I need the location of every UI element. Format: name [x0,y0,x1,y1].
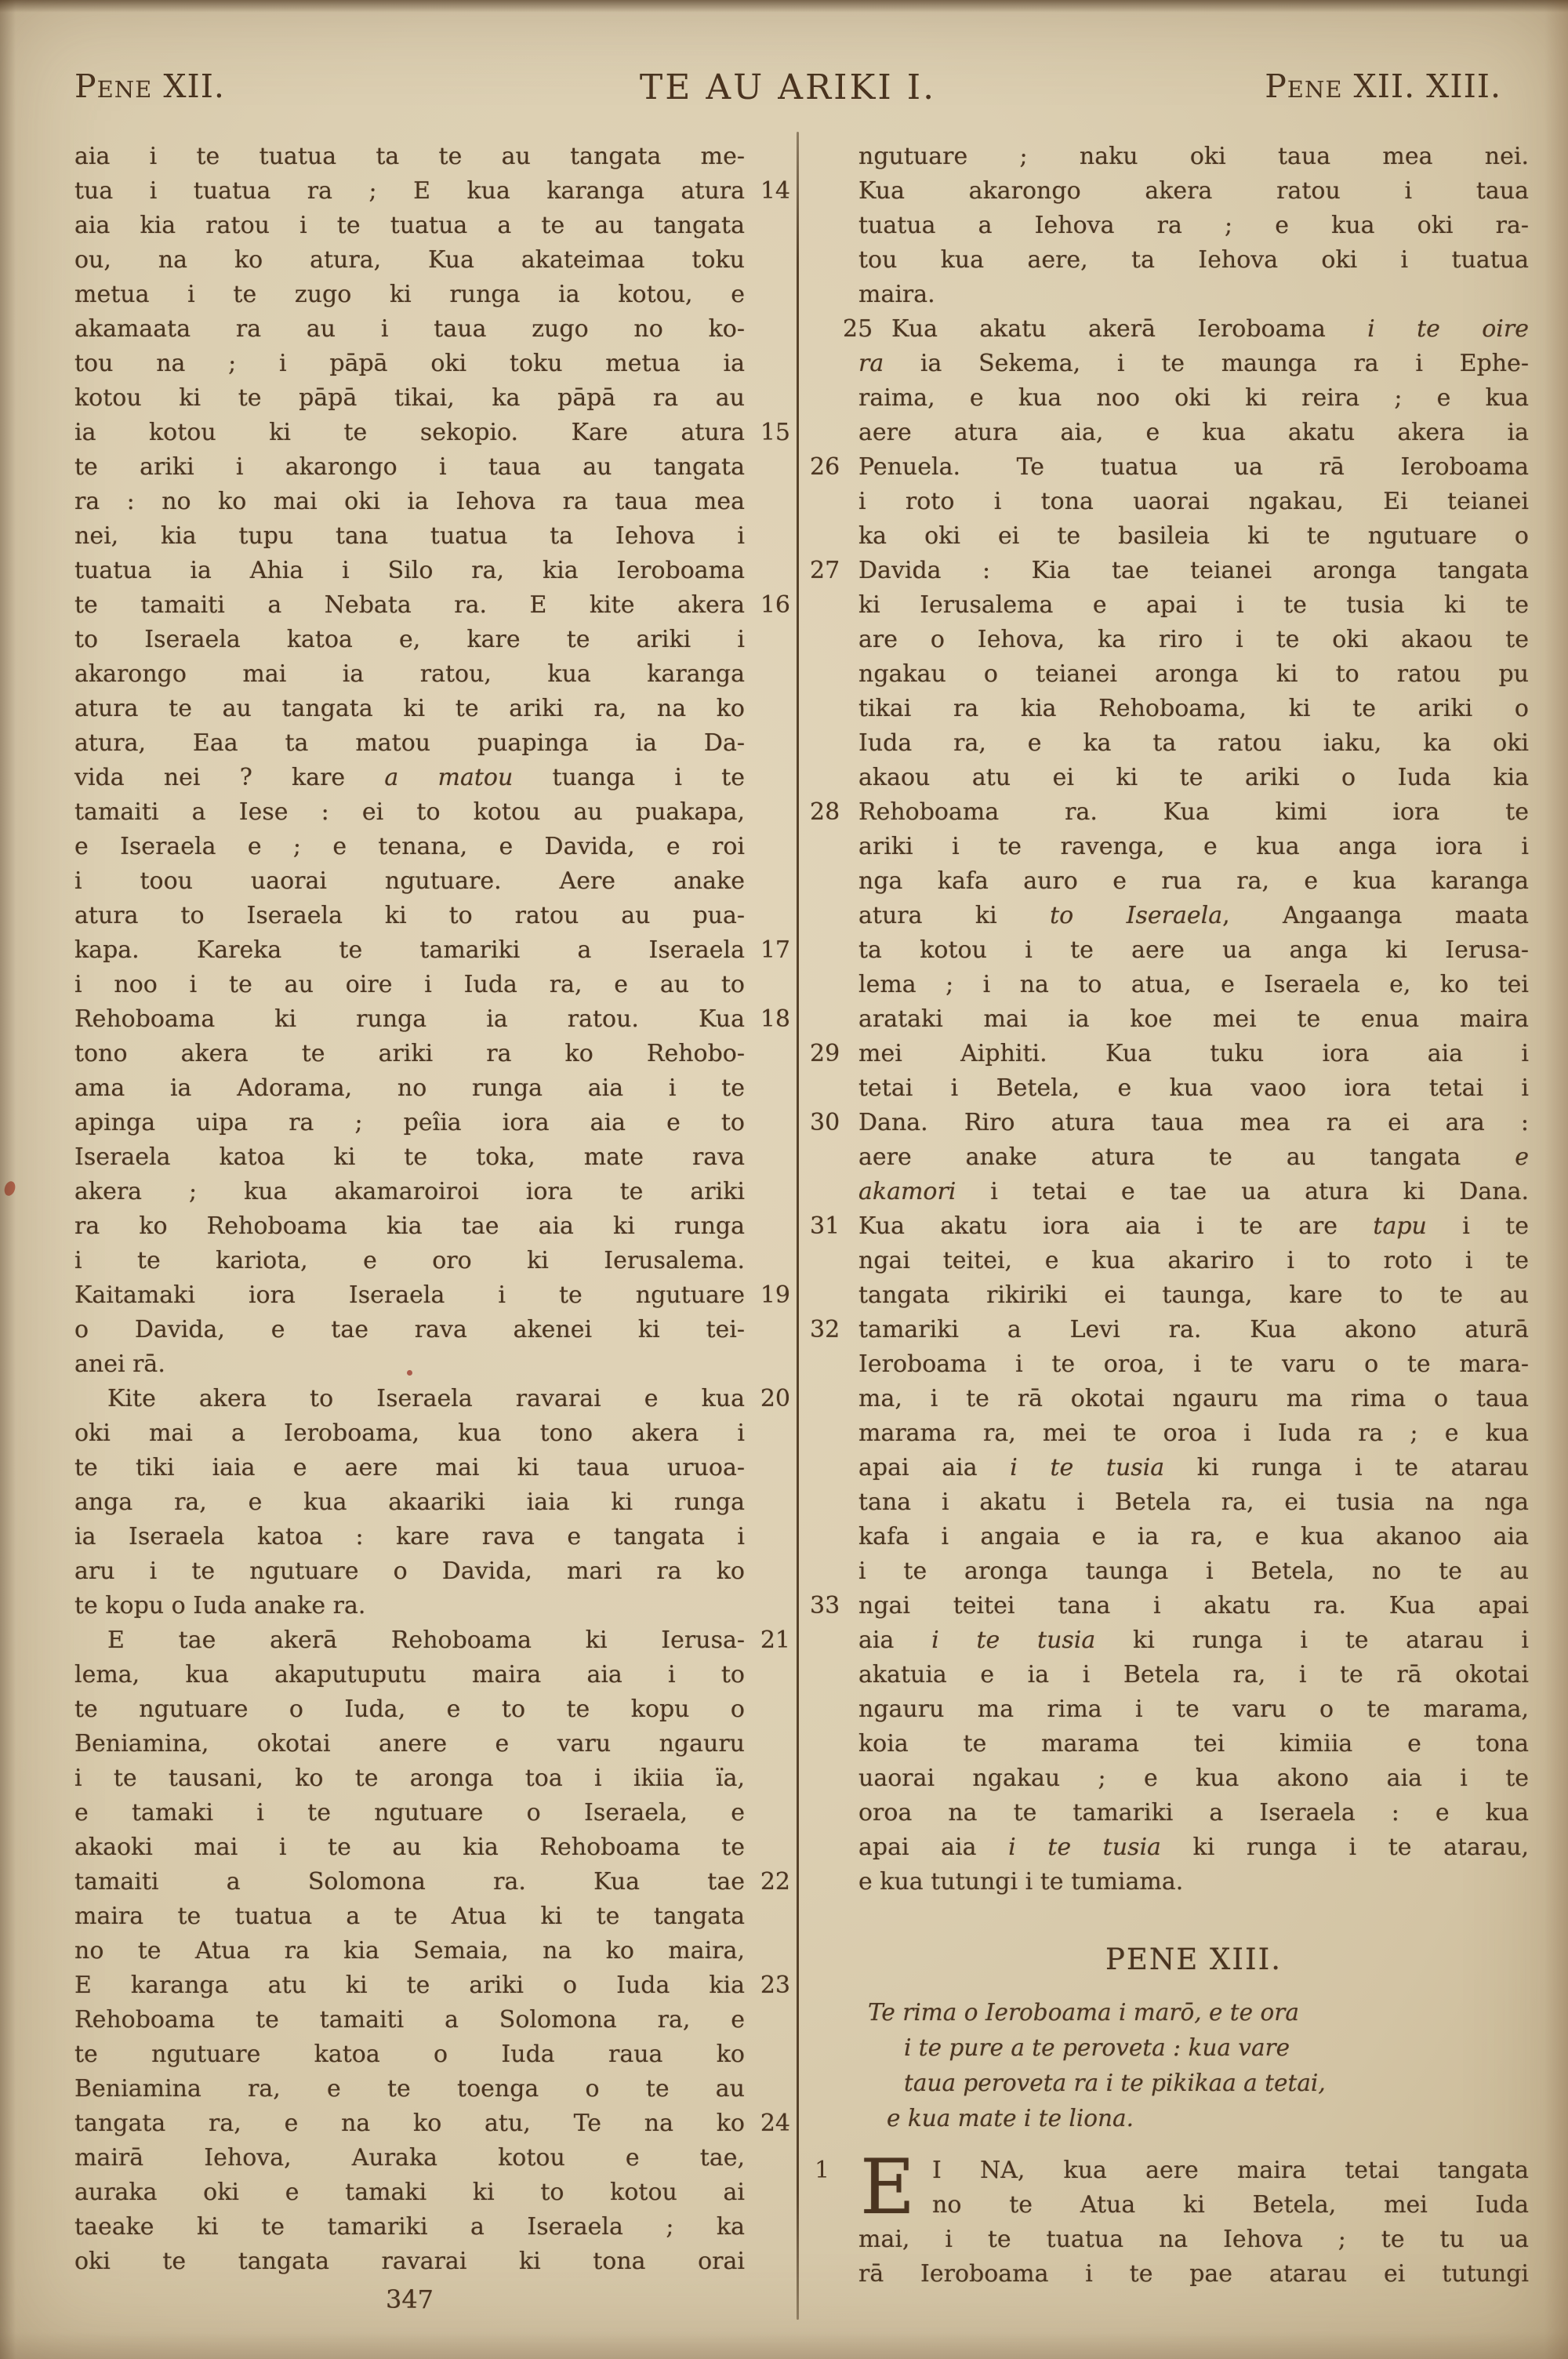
line-text: e Iseraela e ; e tenana, e Davida, e roi [74,833,745,860]
verse-number: 22 [760,1868,790,1896]
text-line [858,1140,1529,1175]
verse-number: 1 [815,2157,830,2184]
text-line [810,1037,1529,1071]
text-line [858,1830,1529,1865]
text-line [858,209,1529,243]
line-text: Rehoboama te tamaiti a Solomona ra, e [74,2006,745,2034]
line-text: no te Atua ki Betela, mei Iuda [932,2191,1529,2219]
line-text: tuatua ia Ahia i Silo ra, kia Ieroboama [74,557,745,584]
line-text: ta kotou i te aere ua anga ki Ierusa- [858,936,1529,964]
line-text: metua i te zugo ki runga ia kotou, e [74,281,745,308]
line-text: i te kariota, e oro ki Ierusalema. [74,1247,745,1274]
line-text: i te aronga taunga i Betela, no te au [858,1558,1529,1585]
text-line [858,140,1529,174]
line-text: te tiki iaia e aere mai ki taua uruoa- [74,1454,745,1481]
verse-number: 25 [843,315,873,343]
text-line [858,726,1529,761]
text-line [858,933,1529,968]
line-text: koia te marama tei kimiia e tona [858,1730,1529,1757]
verse-number: 18 [760,1005,790,1033]
text-line [74,1865,790,1899]
line-text: aru i te ngutuare o Davida, mari ra ko [74,1558,745,1585]
text-line [858,1347,1529,1382]
line-text: akamaata ra au i taua zugo no ko- [74,315,745,343]
left-text-column [74,140,790,2318]
text-line [858,278,1529,312]
chapter-summary-line: taua peroveta ra i te pikikaa a tetai, [904,2070,1326,2096]
line-text: ngauru ma rima i te varu o te marama, [858,1696,1529,1723]
text-line [74,657,745,692]
text-line [74,1899,745,1934]
line-text: mairā Iehova, Auraka kotou e tae, [74,2144,745,2172]
verse-number: 32 [810,1316,840,1343]
line-text: anga ra, e kua akaariki iaia ki runga [74,1488,745,1516]
page-edge-shadow-bottom [0,2332,1568,2359]
text-line [858,1278,1529,1313]
line-text: apai aia i te tusia ki runga i te atarau, [858,1834,1530,1861]
line-text: Kua akatu iora aia i te are tapu i te [858,1212,1529,1240]
text-line [74,1796,745,1830]
line-text: ngutuare ; naku oki taua mea nei. [858,143,1529,170]
line-text: tuatua a Iehova ra ; e kua oki ra- [858,212,1529,239]
text-line [74,1244,745,1278]
text-line [858,899,1529,933]
text-line [858,657,1529,692]
line-text: mei Aiphiti. Kua tuku iora aia i [858,1040,1529,1067]
line-text: tou kua aere, ta Iehova oki i tuatua [858,246,1529,274]
text-line [810,1209,1529,1244]
text-line [74,1658,745,1692]
verse-number: 23 [760,1972,790,1999]
line-text: Rehoboama ki runga ia ratou. Kua [74,1005,745,1033]
text-line [74,450,745,485]
verse-number: 15 [760,419,790,446]
text-line [74,2003,745,2037]
line-text: Kua akatu akerā Ieroboama i te oire [891,315,1529,343]
line-text: ou, na ko atura, Kua akateimaa toku [74,246,745,274]
text-line [810,1106,1529,1140]
verse-number: 29 [810,1040,840,1067]
text-line [74,2072,745,2106]
text-line [74,795,745,830]
text-line [74,2210,745,2245]
line-text: e tamaki i te ngutuare o Iseraela, e [74,1799,745,1826]
text-line [74,381,745,416]
line-text: akera ; kua akamaroiroi iora te ariki [74,1178,745,1205]
text-line [74,761,745,795]
line-text: maira te tuatua a te Atua ki te tangata [74,1903,745,1930]
line-text: tikai ra kia Rehoboama, ki te ariki o [858,695,1529,722]
text-line [858,243,1529,278]
text-line [74,2245,745,2279]
text-line [74,243,745,278]
page-edge-shadow-right [1544,0,1568,2359]
line-text: I NA, kua aere maira tetai tangata [932,2157,1529,2184]
text-line [858,1175,1529,1209]
text-line [74,1623,790,1658]
text-line [74,485,745,519]
line-text: ariki i te ravenga, e kua anga iora i [858,833,1529,860]
line-text: mai, i te tuatua na Iehova ; te tu ua [858,2226,1529,2253]
line-text: ra ko Rehoboama kia tae aia ki runga [74,1212,745,1240]
text-line [74,1037,745,1071]
verse-number: 16 [760,591,790,619]
line-text: atura te au tangata ki te ariki ra, na ko [74,695,745,722]
line-text: apai aia i te tusia ki runga i te atarau [858,1454,1529,1481]
line-text: marama ra, mei te oroa i Iuda ra ; e kua [858,1419,1529,1447]
text-line [858,1244,1529,1278]
line-text: nga kafa auro e rua ra, e kua karanga [858,867,1529,895]
line-text: uaorai ngakau ; e kua akono aia i te [858,1765,1529,1792]
text-line [74,1002,790,1037]
verse-number: 33 [810,1592,840,1619]
text-line [858,1554,1529,1589]
page-number: 347 [385,2284,434,2314]
verse-number: 24 [760,2110,790,2137]
text-line [74,1382,790,1416]
line-text: oroa na te tamariki a Iseraela : e kua [858,1799,1529,1826]
text-line [74,554,745,588]
text-line [74,1968,790,2003]
line-text: arataki mai ia koe mei te enua maira [858,1005,1529,1033]
line-text: Iseraela katoa ki te toka, mate rava [74,1143,745,1171]
text-line [74,726,745,761]
text-line [858,1865,1529,1899]
text-line [74,140,745,174]
text-line [74,1934,745,1968]
line-text: anei rā. [74,1350,165,1378]
text-line [858,1416,1529,1451]
line-text: auraka oki e tamaki ki to kotou ai [74,2179,745,2206]
page-edge-shadow-top [0,0,1568,13]
line-text: tamaiti a Iese : ei to kotou au puakapa, [74,798,745,826]
text-line [74,347,745,381]
line-text: tou na ; i pāpā oki toku metua ia [74,350,745,377]
text-line [858,761,1529,795]
text-line [858,1692,1529,1727]
line-text: Davida : Kia tae teianei aronga tangata [858,557,1529,584]
line-text: Ieroboama i te oroa, i te varu o te mara- [858,1350,1529,1378]
text-line [843,312,1529,347]
line-text: te ngutuare katoa o Iuda raua ko [74,2041,745,2068]
line-text: te ariki i akarongo i taua au tangata [74,453,745,481]
text-line [858,588,1529,623]
line-text: are o Iehova, ka riro i te oki akaou te [858,626,1529,653]
line-text: nei, kia tupu tana tuatua ta Iehova i [74,522,745,550]
text-line [74,1554,745,1589]
text-line [858,2154,1529,2188]
line-text: tetai i Betela, e kua vaoo iora tetai i [858,1074,1529,1102]
text-line [858,2188,1529,2223]
line-text: akaou atu ei ki te ariki o Iuda kia [858,764,1529,791]
text-line [74,2175,745,2210]
text-line [74,209,745,243]
text-line [74,1451,745,1485]
text-line [74,519,745,554]
line-text: oki te tangata ravarai ki tona orai [74,2248,745,2275]
chapter-summary-line: i te pure a te peroveta : kua vare [904,2034,1290,2061]
line-text: rā Ieroboama i te pae atarau ei tutungi [858,2260,1529,2288]
line-text: aia kia ratou i te tuatua a te au tangata [74,212,745,239]
line-text: ia Iseraela katoa : kare rava e tangata i [74,1523,745,1550]
line-text: lema, kua akaputuputu maira aia i to [74,1661,745,1688]
text-line [810,554,1529,588]
running-head-title: TE AU ARIKI I. [639,67,937,107]
line-text: ra : no ko mai oki ia Iehova ra taua mea [74,488,745,515]
text-line [74,1589,745,1623]
text-line [858,1658,1529,1692]
line-text: Kua akarongo akera ratou i taua [858,177,1529,205]
text-line [74,1175,745,1209]
verse-number: 20 [760,1385,790,1412]
running-head [74,67,1501,108]
text-line [858,968,1529,1002]
line-text: aia i te tuatua ta te au tangata me- [74,143,745,170]
line-text: vida nei ? kare a matou tuanga i te [74,764,745,791]
line-text: apinga uipa ra ; peîia iora aia e to [74,1109,745,1136]
line-text: ki Ierusalema e apai i te tusia ki te [858,591,1529,619]
line-text: atura ki to Iseraela, Angaanga maata [858,902,1529,929]
text-line [858,1071,1529,1106]
text-line [74,623,745,657]
text-line [858,347,1529,381]
line-text: i toou uaorai ngutuare. Aere anake [74,867,745,895]
text-line [810,1313,1529,1347]
text-line [858,2223,1529,2257]
text-line [74,830,745,864]
text-line [74,1071,745,1106]
text-line [858,830,1529,864]
line-text: akatuia e ia i Betela ra, i te rā okotai [858,1661,1529,1688]
verse-number: 14 [760,177,790,205]
line-text: Dana. Riro atura taua mea ra ei ara : [858,1109,1529,1136]
line-text: atura to Iseraela ki to ratou au pua- [74,902,745,929]
text-line [858,416,1529,450]
text-line [858,381,1529,416]
text-line [858,692,1529,726]
line-text: ra ia Sekema, i te maunga ra i Ephe- [858,350,1529,377]
line-text: tamaiti a Solomona ra. Kua tae [74,1868,745,1896]
line-text: tono akera te ariki ra ko Rehobo- [74,1040,745,1067]
chapter-summary [868,1995,1495,2136]
text-line [858,1796,1529,1830]
page-edge-shadow-left [0,0,16,2359]
verse-number: 17 [760,936,790,964]
line-text: akaoki mai i te au kia Rehoboama te [74,1834,745,1861]
text-line [74,1692,745,1727]
line-text: i noo i te au oire i Iuda ra, e au to [74,971,745,998]
line-text: ia kotou ki te sekopio. Kare atura [74,419,745,446]
text-line [74,1830,745,1865]
running-head-left: Pene XII. [74,67,225,105]
line-text: tangata ra, e na ko atu, Te na ko [74,2110,745,2137]
line-text: to Iseraela katoa e, kare te ariki i [74,626,745,653]
line-text: i te tausani, ko te aronga toa i ikiia ïa, [74,1765,745,1792]
text-line [858,1382,1529,1416]
text-line [74,1520,745,1554]
text-line [74,2141,745,2175]
text-line [810,1589,1529,1623]
text-line [74,2106,790,2141]
line-text: tana i akatu i Betela ra, ei tusia na nga [858,1488,1529,1516]
line-text: te kopu o Iuda anake ra. [74,1592,366,1619]
line-text: raima, e kua noo oki ki reira ; e kua [858,384,1529,412]
line-text: tamariki a Levi ra. Kua akono aturā [858,1316,1529,1343]
text-line [74,1416,745,1451]
line-text: Penuela. Te tuatua ua rā Ieroboama [858,453,1529,481]
text-line [858,1002,1529,1037]
line-text: Kaitamaki iora Iseraela i te ngutuare [74,1281,745,1309]
line-text: Rehoboama ra. Kua kimi iora te [858,798,1529,826]
line-text: akarongo mai ia ratou, kua karanga [74,660,745,688]
line-text: lema ; i na to atua, e Iseraela e, ko tei [858,971,1529,998]
running-head-right: Pene XII. XIII. [1265,67,1501,105]
line-text: o Davida, e tae rava akenei ki tei- [74,1316,745,1343]
text-line [74,312,745,347]
chapter-heading: PENE XIII. [1105,1943,1282,1976]
text-line [74,1209,745,1244]
line-text: E karanga atu ki te ariki o Iuda kia [74,1972,745,1999]
text-line [74,174,790,209]
text-line [858,1485,1529,1520]
line-text: atura, Eaa ta matou puapinga ia Da- [74,729,745,757]
line-text: kapa. Kareka te tamariki a Iseraela [74,936,745,964]
line-text: tangata rikiriki ei taunga, kare to te au [858,1281,1529,1309]
text-line [858,1520,1529,1554]
line-text: kafa i angaia e ia ra, e kua akanoo aia [858,1523,1529,1550]
text-line [74,1761,745,1796]
text-line [74,1727,745,1761]
text-line [810,795,1529,830]
line-text: no te Atua ra kia Semaia, na ko maira, [74,1937,745,1965]
text-line [74,1278,790,1313]
line-text: taeake ki te tamariki a Iseraela ; ka [74,2213,745,2241]
line-text: aere atura aia, e kua akatu akera ia [858,419,1529,446]
text-line [74,692,745,726]
text-line [74,278,745,312]
text-line [74,1106,745,1140]
ink-fleck [407,1370,412,1376]
line-text: te tamaiti a Nebata ra. E kite akera [74,591,745,619]
line-text: ka oki ei te basileia ki te ngutuare o [858,522,1529,550]
text-line [74,1485,745,1520]
line-text: oki mai a Ieroboama, kua tono akera i [74,1419,745,1447]
drop-cap-letter: E [860,2143,916,2231]
line-text: akamori i tetai e tae ua atura ki Dana. [858,1178,1529,1205]
text-line [858,485,1529,519]
right-text-column [810,140,1530,2292]
verse-number: 26 [810,453,840,481]
text-line [858,174,1529,209]
line-text: i roto i tona uaorai ngakau, Ei teianei [858,488,1529,515]
text-line [858,1761,1529,1796]
line-text: ngai teitei tana i akatu ra. Kua apai [858,1592,1529,1619]
line-text: ma, i te rā okotai ngauru ma rima o taua [858,1385,1529,1412]
text-line [74,1347,745,1382]
verse-number: 28 [810,798,840,826]
line-text: E tae akerā Rehoboama ki Ierusa- [107,1627,745,1654]
verse-number: 30 [810,1109,840,1136]
line-text: aia i te tusia ki runga i te atarau i [858,1627,1530,1654]
verse-1-block [815,2143,1529,2292]
chapter-summary-line: e kua mate i te liona. [887,2105,1134,2132]
verse-number: 31 [810,1212,840,1240]
text-line [858,519,1529,554]
text-line [74,864,745,899]
text-line [858,864,1529,899]
line-text: maira. [858,281,935,308]
text-line [74,933,790,968]
text-line [74,1140,745,1175]
line-text: aere anake atura te au tangata e [858,1143,1529,1171]
verse-number: 21 [760,1627,790,1654]
text-line [74,588,790,623]
text-line [810,450,1529,485]
line-text: e kua tutungi i te tumiama. [858,1868,1184,1896]
text-line [74,2037,745,2072]
verse-number: 19 [760,1281,790,1309]
chapter-summary-line: Te rima o Ieroboama i marō, e te ora [868,1999,1299,2026]
line-text: tua i tuatua ra ; E kua karanga atura [74,177,745,205]
line-text: Beniamina, okotai anere e varu ngauru [74,1730,745,1757]
text-line [858,1451,1529,1485]
text-line [74,968,745,1002]
line-text: te ngutuare o Iuda, e to te kopu o [74,1696,745,1723]
text-line [74,1313,745,1347]
column-divider-rule [797,132,799,2320]
text-line [858,1623,1529,1658]
text-line [858,2257,1529,2292]
line-text: ngakau o teianei aronga ki to ratou pu [858,660,1529,688]
text-line [858,623,1529,657]
line-text: ama ia Adorama, no runga aia i te [74,1074,745,1102]
text-line [74,416,790,450]
text-line [74,899,745,933]
line-text: Kite akera to Iseraela ravarai e kua [107,1385,745,1412]
text-line [858,1727,1529,1761]
line-text: ngai teitei, e kua akariro i to roto i te [858,1247,1529,1274]
line-text: Beniamina ra, e te toenga o te au [74,2075,745,2103]
verse-number: 27 [810,557,840,584]
line-text: kotou ki te pāpā tikai, ka pāpā ra au [74,384,745,412]
line-text: Iuda ra, e ka ta ratou iaku, ka oki [858,729,1529,757]
